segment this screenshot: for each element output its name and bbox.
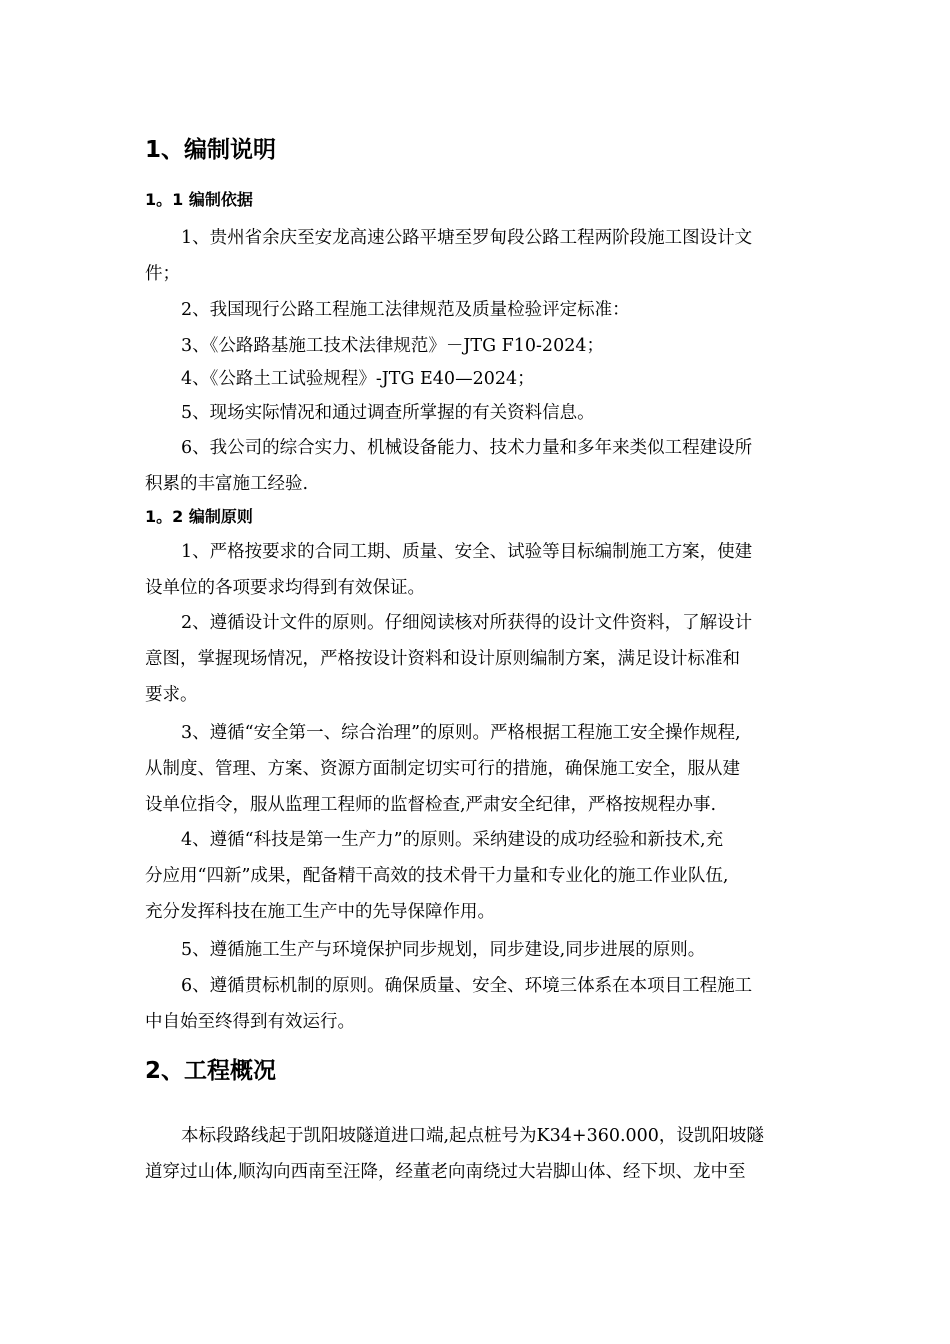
principle-item-3: 3、遵循“安全第一、综合治理”的原则。严格根据工程施工安全操作规程, 从制度、管理、方案、资源方面制定切实可行的措施，确保施工安全，服从建 设单位指令，服从监理工程师的监督检查,严肃安全纪律，严格按规程办事.	[145, 723, 741, 815]
principle-item-1: 1、严格按要求的合同工期、质量、安全、试验等目标编制施工方案，使建 设单位的各项要求均得到有效保证。	[145, 542, 753, 598]
subsection-1-2-title: 1。2 编制原则	[145, 507, 253, 526]
principle-item-5: 5、遵循施工生产与环境保护同步规划，同步建设,同步进展的原则。	[181, 940, 706, 960]
principle-item-4: 4、遵循“科技是第一生产力”的原则。采纳建设的成功经验和新技术,充 分应用“四新”成果，配备精干高效的技术骨干力量和专业化的施工作业队伍, 充分发挥科技在施工生产中的先导保障作用。	[145, 830, 729, 922]
basis-item-4: 4、《公路土工试验规程》-JTG E40—2024；	[181, 369, 535, 389]
subsection-1-1-title: 1。1 编制依据	[145, 190, 253, 209]
basis-item-2: 2、我国现行公路工程施工法律规范及质量检验评定标准：	[181, 300, 630, 320]
principle-item-6: 6、遵循贯标机制的原则。确保质量、安全、环境三体系在本项目工程施工 中自始至终得到有效运行。	[145, 976, 753, 1032]
project-overview-paragraph: 本标段路线起于凯阳坡隧道进口端,起点桩号为K34+360.000，设凯阳坡隧 道穿过山体,顺沟向西南至汪降，经董老向南绕过大岩脚山体、经下坝、龙中至	[145, 1126, 764, 1182]
basis-item-3: 3、《公路路基施工技术法律规范》－JTG F10-2024；	[181, 336, 604, 356]
section-2-title: 2、工程概况	[145, 1058, 277, 1084]
basis-item-1: 1、贵州省余庆至安龙高速公路平塘至罗甸段公路工程两阶段施工图设计文 件；	[145, 228, 753, 284]
basis-item-5: 5、现场实际情况和通过调查所掌握的有关资料信息。	[181, 403, 595, 423]
section-1-title: 1、编制说明	[145, 137, 277, 163]
principle-item-2: 2、遵循设计文件的原则。仔细阅读核对所获得的设计文件资料，了解设计 意图，掌握现场情况，严格按设计资料和设计原则编制方案，满足设计标准和 要求。	[145, 613, 753, 705]
basis-item-6: 6、我公司的综合实力、机械设备能力、技术力量和多年来类似工程建设所 积累的丰富施工经验.	[145, 438, 753, 494]
